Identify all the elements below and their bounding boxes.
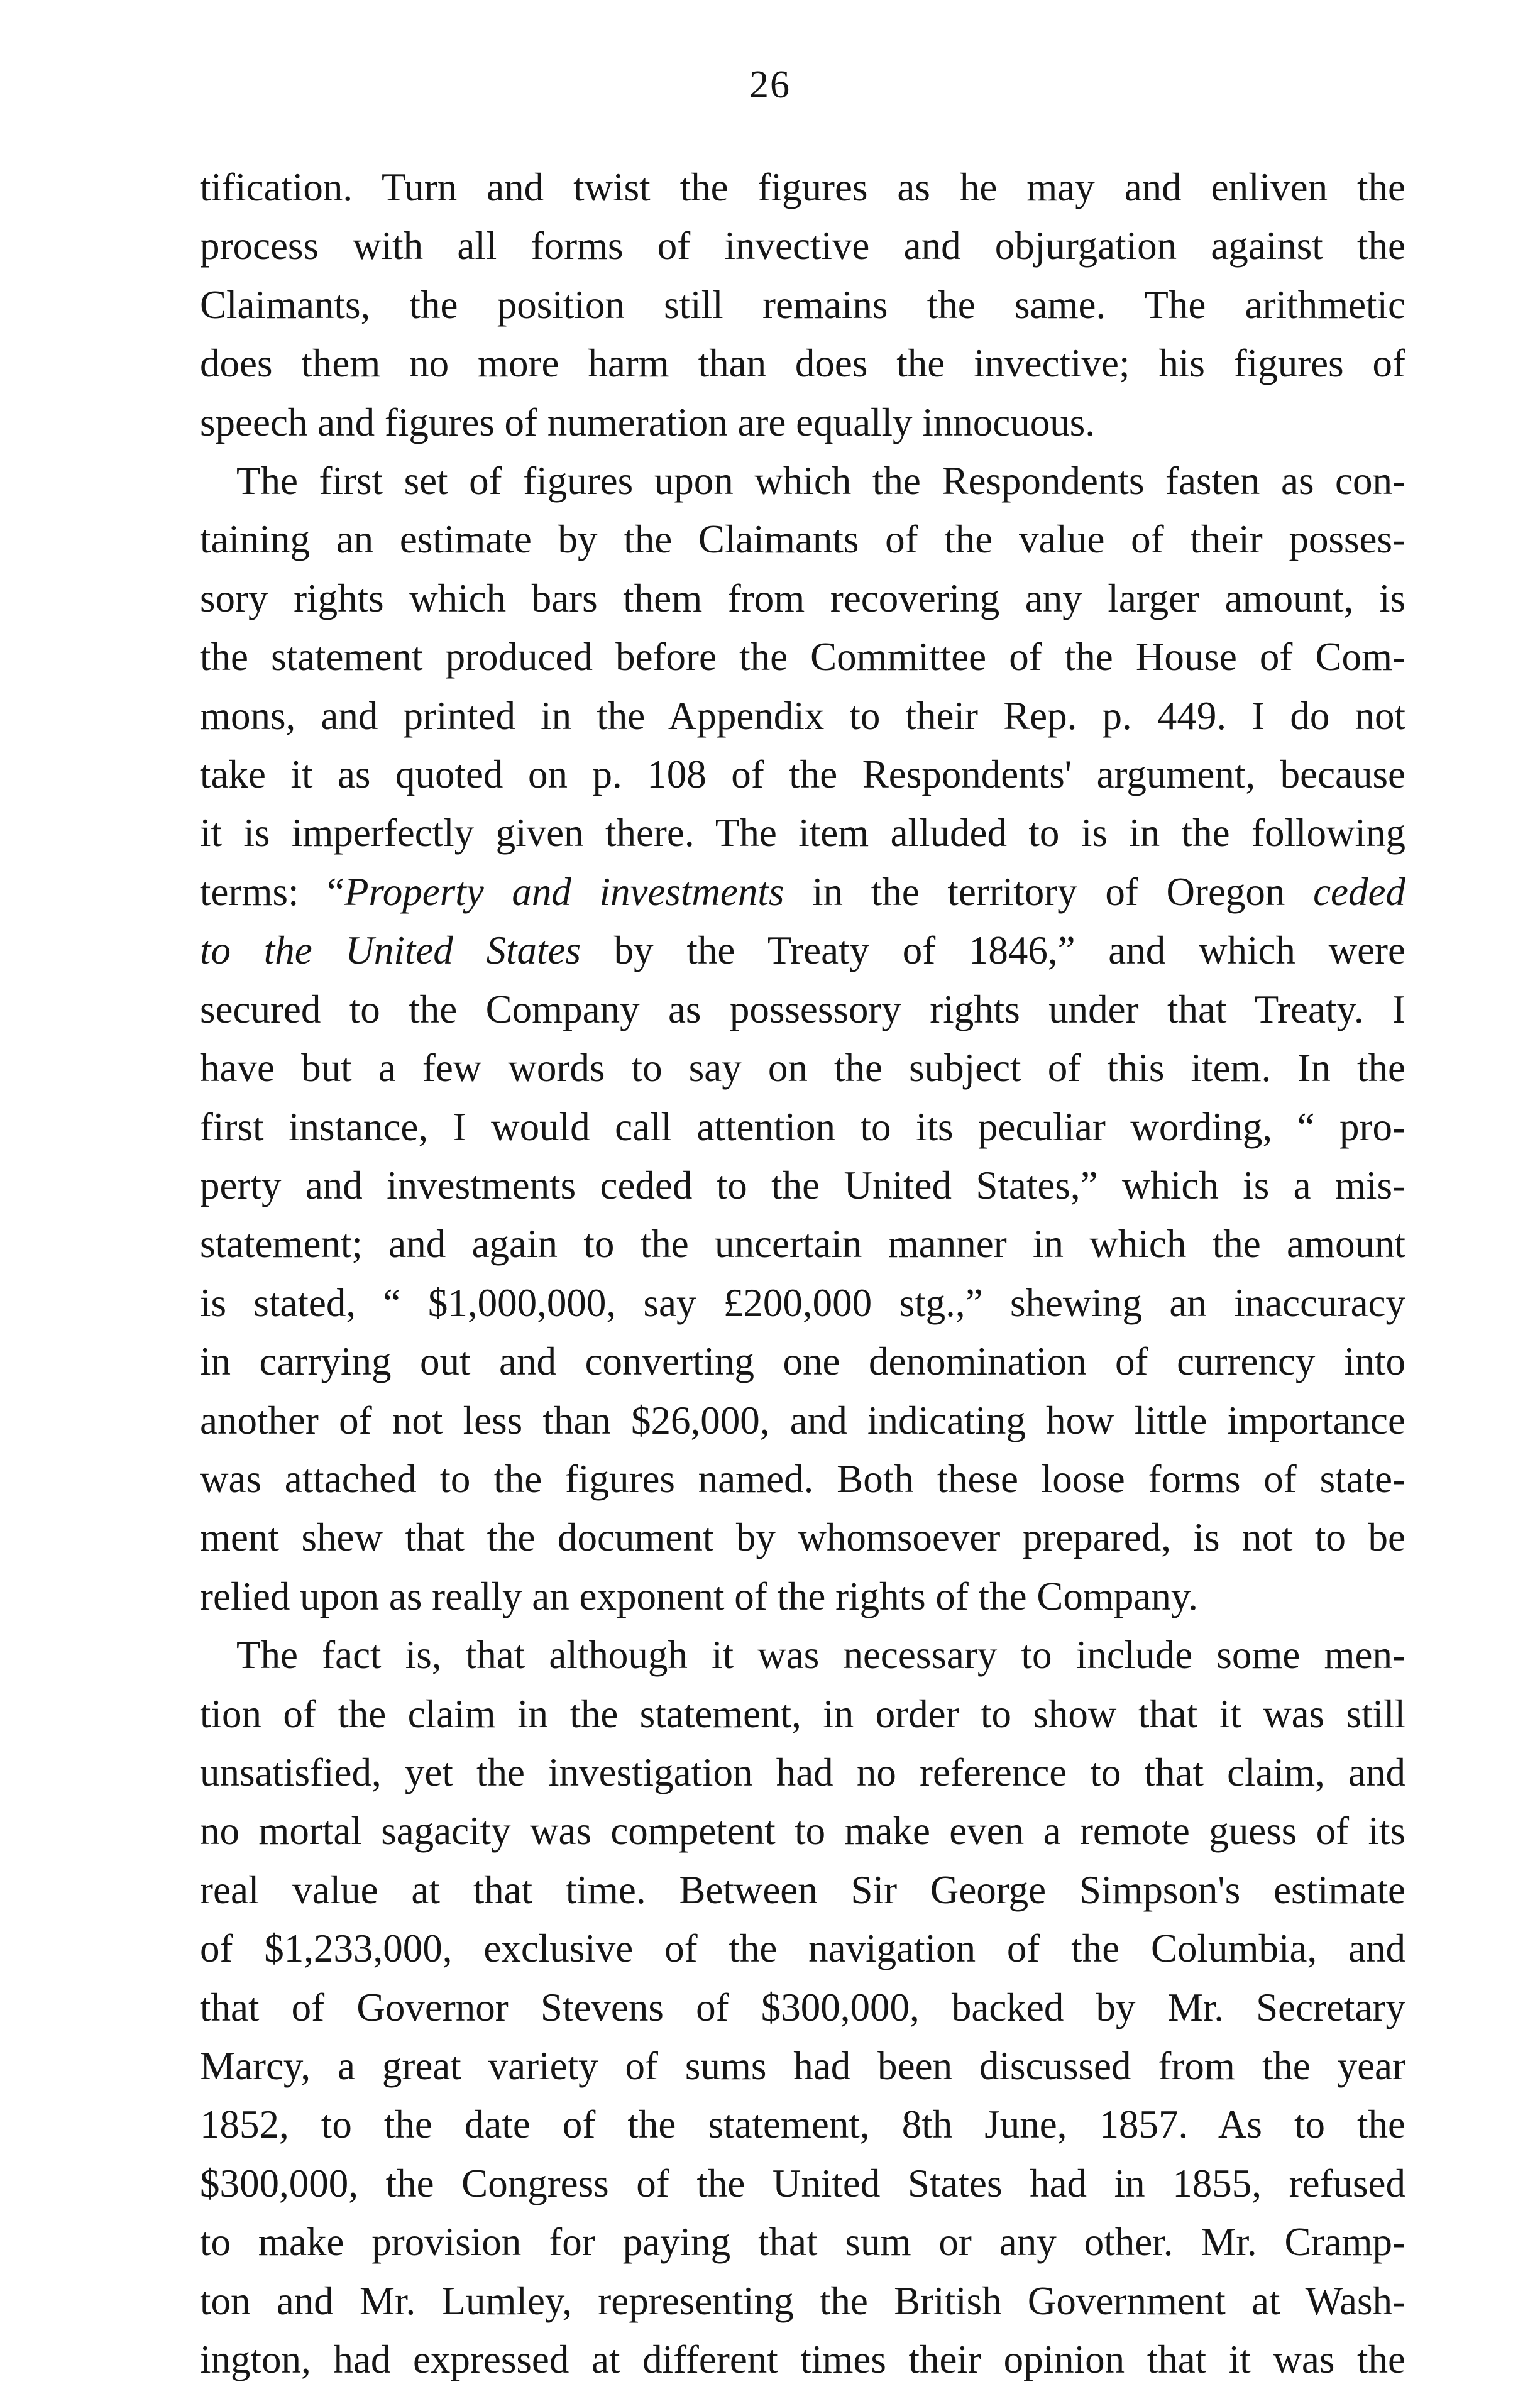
text-line: the statement produced before the Committee of the House of Com- <box>200 635 1405 679</box>
text-fragment: by the Treaty of 1846,” and which were <box>580 928 1405 973</box>
text-line: it is imperfectly given there. The item alluded to is in the following <box>200 811 1405 855</box>
text-line: 1852, to the date of the statement, 8th June, 1857. As to the <box>200 2102 1405 2147</box>
text-line: sory rights which bars them from recovering any larger amount, is <box>200 576 1405 620</box>
text-line: no mortal sagacity was competent to make even a remote guess of its <box>200 1809 1405 1854</box>
text-line: ton and Mr. Lumley, representing the British Government at Wash- <box>200 2278 1405 2323</box>
text-line: The first set of figures upon which the Respondents fasten as con- <box>236 459 1405 503</box>
body-text <box>200 158 1405 2389</box>
text-line: $300,000, the Congress of the United States had in 1855, refused <box>200 2161 1405 2205</box>
text-line: process with all forms of invective and objurgation against the <box>200 224 1405 268</box>
text-line: to make provision for paying that sum or any other. Mr. Cramp- <box>200 2220 1405 2265</box>
text-line-with-italics <box>200 921 1405 980</box>
text-line: perty and investments ceded to the United States,” which is a mis- <box>200 1163 1405 1207</box>
italic-text: to the United States <box>200 928 581 973</box>
paragraph-1 <box>200 158 1405 452</box>
italic-text: Property and investments <box>344 869 784 914</box>
italic-text: ceded <box>1313 869 1405 914</box>
text-line: that of Governor Stevens of $300,000, backed by Mr. Secretary <box>200 1985 1405 2029</box>
text-fragment: in the territory of Oregon <box>784 869 1314 914</box>
text-line: The fact is, that although it was necessary to include some men- <box>236 1633 1405 1678</box>
text-line: of $1,233,000, exclusive of the navigation of the Columbia, and <box>200 1926 1405 1971</box>
text-line: real value at that time. Between Sir George Simpson's estimate <box>200 1867 1405 1912</box>
text-line-with-italics <box>200 863 1405 921</box>
text-line: statement; and again to the uncertain manner in which the amount <box>200 1222 1405 1266</box>
text-line: take it as quoted on p. 108 of the Respondents' argument, because <box>200 752 1405 797</box>
text-line: another of not less than $26,000, and indicating how little importance <box>200 1398 1405 1442</box>
text-line: ment shew that the document by whomsoever prepared, is not to be <box>200 1515 1405 1560</box>
text-line: taining an estimate by the Claimants of the value of their posses- <box>200 517 1405 562</box>
text-line: does them no more harm than does the invective; his figures of <box>200 341 1405 386</box>
text-line: first instance, I would call attention to its peculiar wording, “ pro- <box>200 1104 1405 1149</box>
text-line: have but a few words to say on the subject of this item. In the <box>200 1046 1405 1090</box>
text-line: secured to the Company as possessory rights under that Treaty. I <box>200 987 1405 1031</box>
text-line: tion of the claim in the statement, in order to show that it was still <box>200 1691 1405 1736</box>
text-line: mons, and printed in the Appendix to their Rep. p. 449. I do not <box>200 693 1405 738</box>
text-line: ington, had expressed at different times their opinion that it was the <box>200 2337 1405 2382</box>
text-line: unsatisfied, yet the investigation had no reference to that claim, and <box>200 1750 1405 1794</box>
text-line: Claimants, the position still remains the same. The arithmetic <box>200 282 1405 327</box>
text-line: was attached to the figures named. Both these loose forms of state- <box>200 1456 1405 1501</box>
page-number: 26 <box>749 63 791 106</box>
text-line: relied upon as really an exponent of the rights of the Company. <box>200 1574 1198 1618</box>
text-fragment: terms: “ <box>200 869 345 914</box>
paragraph-2 <box>200 452 1405 1626</box>
text-line: in carrying out and converting one denomination of currency into <box>200 1339 1405 1384</box>
text-line: Marcy, a great variety of sums had been discussed from the year <box>200 2044 1405 2088</box>
paragraph-3 <box>200 1626 1405 2389</box>
text-line: tification. Turn and twist the figures as he may and enliven the <box>200 165 1405 209</box>
text-line: speech and figures of numeration are equally innocuous. <box>200 400 1096 444</box>
text-line: is stated, “ $1,000,000, say £200,000 stg.,” shewing an inaccuracy <box>200 1280 1405 1325</box>
